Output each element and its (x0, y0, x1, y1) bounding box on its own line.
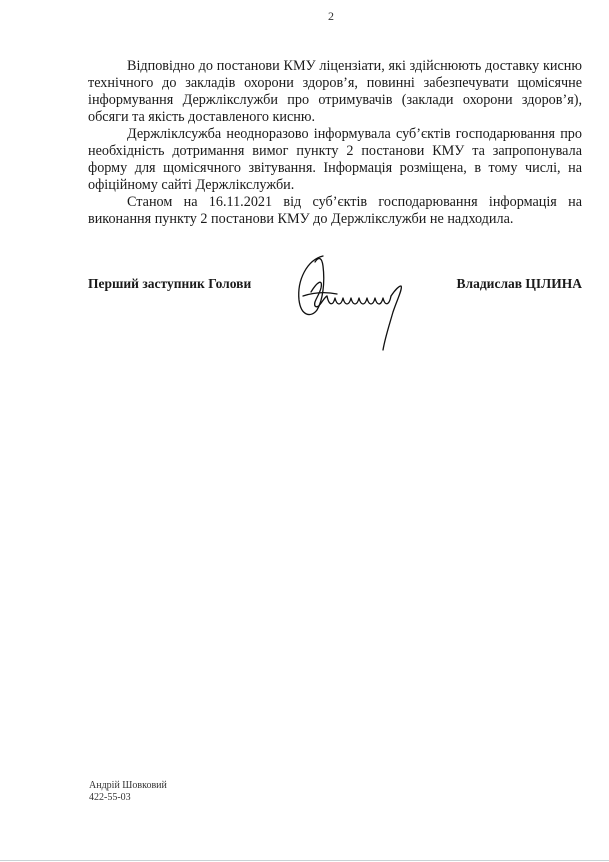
signatory-name: Владислав ЦІЛИНА (456, 276, 582, 291)
executor-footer (89, 780, 167, 804)
signatory-position: Перший заступник Голови (88, 276, 252, 291)
handwritten-signature-icon (293, 252, 413, 352)
page-number: 2 (328, 9, 334, 23)
signature-block (88, 252, 582, 352)
executor-name: Андрій Шовковий (89, 780, 167, 791)
paragraph-status: Станом на 16.11.2021 від суб’єктів господарювання інформація на виконання пункту 2 постанови КМУ до Держлікслужби не надходила. (88, 194, 582, 227)
document-body (88, 58, 582, 228)
paragraph-agency-notification: Держліклсужба неодноразово інформувала суб’єктів господарювання про необхідність дотримання вимог пункту 2 постанови КМУ та запропонувала форму для щомісячного звітування. Інформація розміщена, в тому числі, на офіційному сайті Держлікслужби. (88, 126, 582, 193)
paragraph-oxygen-reporting: Відповідно до постанови КМУ ліцензіати, які здійснюють доставку кисню технічного до закладів охорони здоров’я, повинні забезпечувати щомісячне інформування Держлікслужби про отримувачів (заклади охорони здоров’я), обсяги та якість доставленого кисню. (88, 58, 582, 125)
executor-phone: 422-55-03 (89, 792, 131, 803)
page-bottom-edge (0, 860, 609, 861)
